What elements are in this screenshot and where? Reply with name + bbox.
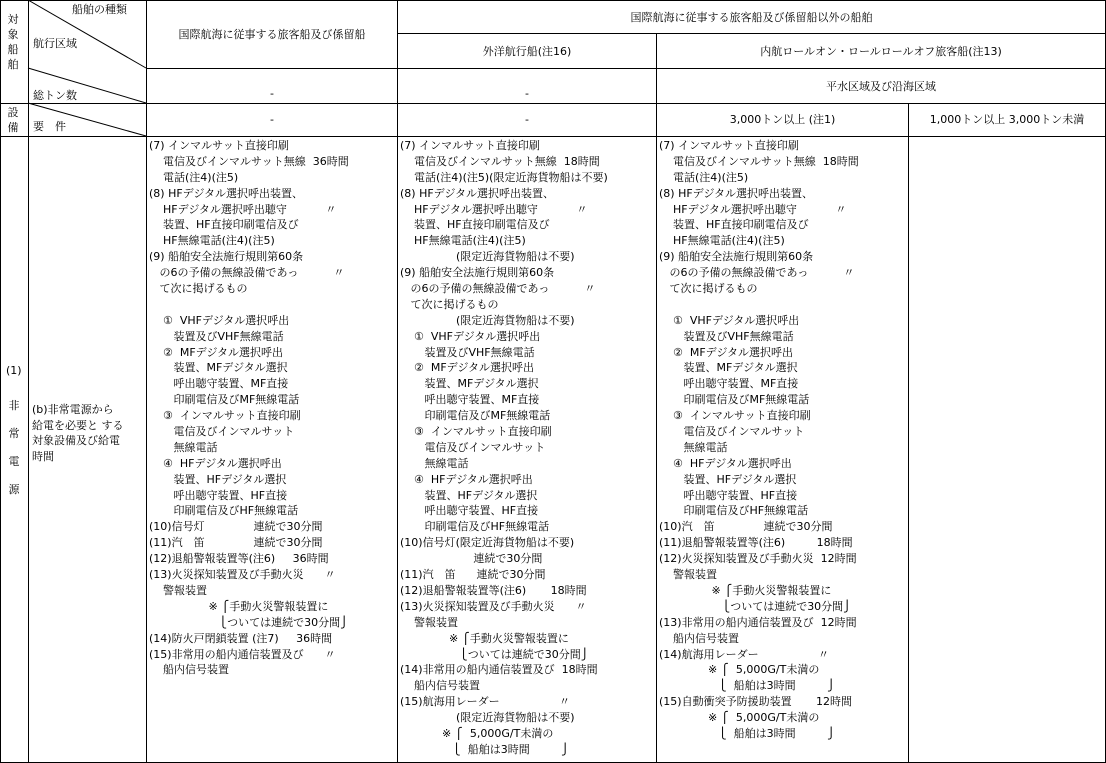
col3-line (659, 297, 859, 313)
col1-line: (13)火災探知装置及び手動火災 〃 (149, 568, 336, 582)
row-category: (b)非常電源から 給電を必要と する 対象設備及び給電 時間 (32, 403, 124, 463)
col2-gross-tonnage: - (525, 87, 529, 100)
col2-line: 無線電話 (400, 456, 469, 470)
col1-line: ※ ⎧手動火災警報装置に (149, 599, 329, 613)
col2-line: 警報装置 (400, 615, 458, 629)
col1-line: 電信及びインマルサット無線 36時間 (149, 154, 349, 168)
col1-gross-tonnage: - (270, 87, 274, 100)
col3-line: (8) HFデジタル選択呼出装置、 (659, 186, 814, 200)
col2-line: (7) インマルサット直接印刷 (400, 139, 540, 152)
col1-line: ③ インマルサット直接印刷 (149, 409, 301, 423)
col2-line: (12)退船警報装置等(注6) 18時間 (400, 583, 587, 597)
col1-line: ② MFデジタル選択呼出 (149, 345, 283, 359)
col1-line: ① VHFデジタル選択呼出 (149, 313, 290, 327)
col1-line: 船内信号装置 (149, 663, 229, 677)
col2-line: ① VHFデジタル選択呼出 (400, 329, 541, 343)
col2-line: HFデジタル選択呼出聴守 〃 (400, 202, 588, 216)
col2-line: (14)非常用の船内通信装置及び 18時間 (400, 663, 598, 677)
col2-line: の6の予備の無線設備であっ 〃 (400, 282, 596, 296)
col1-line: (11)汽 笛 連続で30分間 (149, 536, 323, 550)
label-navigation-area: 航行区域 (33, 37, 77, 50)
col1-line: (7) インマルサット直接印刷 (149, 139, 289, 152)
col1-line: 印刷電信及びMF無線電話 (149, 393, 300, 407)
side-label-target-ship: 対象船舶 (7, 13, 19, 71)
col-group-header: 国際航海に従事する旅客船及び係留船以外の船舶 (630, 11, 873, 24)
col3-header: 内航ロールオン・ロールロールオフ旅客船(注13) (760, 45, 1002, 58)
col1-line: ⎩ついては連続で30分間⎭ (149, 615, 349, 629)
col2-line: 連続で30分間 (400, 552, 543, 566)
col1-line: 装置、MFデジタル選択 (149, 361, 288, 375)
col3-line: 電信及びインマルサット (659, 425, 805, 439)
col2-line: (8) HFデジタル選択呼出装置、 (400, 186, 555, 200)
col2-line: 呼出聴守装置、HF直接 (400, 504, 539, 518)
col3-line: 呼出聴守装置、MF直接 (659, 377, 799, 391)
col2-line: HF無線電話(注4)(注5) (400, 234, 526, 248)
col3b-gross-tonnage: 1,000トン以上 3,000トン未満 (929, 113, 1085, 126)
col1-line: 装置、HF直接印刷電信及び (149, 218, 299, 232)
col3-line: ② MFデジタル選択呼出 (659, 345, 793, 359)
col3-line: (9) 船舶安全法施行規則第60条 (659, 250, 814, 264)
col2-line: (9) 船舶安全法施行規則第60条 (400, 266, 555, 280)
col1-line: HFデジタル選択呼出聴守 〃 (149, 202, 337, 216)
col3-line: ① VHFデジタル選択呼出 (659, 313, 800, 327)
col1-line: 無線電話 (149, 440, 218, 454)
col2-line: 装置及びVHF無線電話 (400, 345, 535, 359)
col2-line: ④ HFデジタル選択呼出 (400, 472, 533, 486)
col2-line: ※ ⎧手動火災警報装置に (400, 631, 569, 645)
col2-header: 外洋航行船(注16) (482, 45, 572, 58)
col2-line: ⎩ 船舶は3時間 ⎭ (400, 742, 570, 756)
col2-line: (限定近海貨物船は不要) (400, 250, 575, 264)
col2-line: ※ ⎧ 5,000G/T未満の (400, 726, 554, 740)
col3-line: (13)非常用の船内通信装置及び 12時間 (659, 615, 857, 629)
col3-line: ⎩ついては連続で30分間⎭ (659, 599, 852, 613)
col1-requirement: - (270, 113, 274, 126)
col1-line (149, 297, 349, 313)
col3-line: 船内信号装置 (659, 631, 739, 645)
col3-line: HF無線電話(注4)(注5) (659, 234, 785, 248)
col3-line: 装置、HF直接印刷電信及び (659, 218, 809, 232)
col1-line: 装置及びVHF無線電話 (149, 329, 284, 343)
col3-line: (10)汽 笛 連続で30分間 (659, 520, 833, 534)
col3-line: て次に掲げるもの (659, 282, 758, 296)
col3-body (659, 138, 859, 742)
col2-line: 電話(注4)(注5)(限定近海貨物船は不要) (400, 170, 608, 184)
col3-line: 印刷電信及びHF無線電話 (659, 504, 809, 518)
col1-line: 警報装置 (149, 583, 207, 597)
col2-line: (限定近海貨物船は不要) (400, 313, 575, 327)
col1-line: 電信及びインマルサット (149, 425, 295, 439)
col3a-gross-tonnage: 3,000トン以上 (注1) (729, 113, 836, 126)
col3-line: ※ ⎧手動火災警報装置に (659, 583, 832, 597)
col3-line: 装置及びVHF無線電話 (659, 329, 794, 343)
col2-line: 装置、HF直接印刷電信及び (400, 218, 550, 232)
col2-line: 印刷電信及びMF無線電話 (400, 409, 551, 423)
col2-line: 呼出聴守装置、MF直接 (400, 393, 540, 407)
col2-line: 装置、MFデジタル選択 (400, 377, 539, 391)
col3-line: 無線電話 (659, 440, 728, 454)
col1-line: ④ HFデジタル選択呼出 (149, 456, 282, 470)
col2-line: 電信及びインマルサット (400, 440, 546, 454)
col1-line: 印刷電信及びHF無線電話 (149, 504, 299, 518)
col2-line: (限定近海貨物船は不要) (400, 711, 575, 725)
col3-line: 装置、MFデジタル選択 (659, 361, 798, 375)
col3-line: の6の予備の無線設備であっ 〃 (659, 266, 855, 280)
row-number: (1) (6, 364, 22, 377)
col3-line: 電信及びインマルサット無線 18時間 (659, 154, 859, 168)
col1-header: 国際航海に従事する旅客船及び係留船 (178, 28, 366, 41)
col1-line: (14)防火戸閉鎖装置 (注7) 36時間 (149, 631, 333, 645)
col2-line: ③ インマルサット直接印刷 (400, 425, 552, 439)
col3-line: (15)自動衝突予防援助装置 12時間 (659, 695, 853, 709)
col1-line: 装置、HFデジタル選択 (149, 472, 287, 486)
col1-line: の6の予備の無線設備であっ 〃 (149, 266, 345, 280)
col3-line: HFデジタル選択呼出聴守 〃 (659, 202, 847, 216)
col3-line: (14)航海用レーダー 〃 (659, 647, 830, 661)
col3-line: ※ ⎧ 5,000G/T未満の (659, 711, 820, 725)
col2-body (400, 138, 608, 758)
col3-line: (12)火災探知装置及び手動火災 12時間 (659, 552, 857, 566)
col2-line: (13)火災探知装置及び手動火災 〃 (400, 599, 587, 613)
col3-line: 装置、HFデジタル選択 (659, 472, 797, 486)
col3-line: (11)退船警報装置等(注6) 18時間 (659, 536, 853, 550)
col2-line: (10)信号灯(限定近海貨物船は不要) (400, 536, 575, 550)
col2-line: 電信及びインマルサット無線 18時間 (400, 154, 600, 168)
col1-line: (8) HFデジタル選択呼出装置、 (149, 186, 304, 200)
col1-line: (10)信号灯 連続で30分間 (149, 520, 323, 534)
col3-line: ④ HFデジタル選択呼出 (659, 456, 792, 470)
col1-line: て次に掲げるもの (149, 282, 248, 296)
col1-line: 呼出聴守装置、MF直接 (149, 377, 289, 391)
col2-requirement: - (525, 113, 529, 126)
col3-line: 電話(注4)(注5) (659, 170, 749, 184)
col2-line: ② MFデジタル選択呼出 (400, 361, 534, 375)
col2-line: て次に掲げるもの (400, 297, 499, 311)
col3-line: ⎩ 船舶は3時間 ⎭ (659, 726, 836, 740)
col3-area: 平水区域及び沿海区域 (826, 80, 936, 93)
col2-line: 印刷電信及びHF無線電話 (400, 520, 550, 534)
col3-line: ⎩ 船舶は3時間 ⎭ (659, 679, 836, 693)
col2-line: 装置、HFデジタル選択 (400, 488, 538, 502)
label-gross-tonnage: 総トン数 (33, 89, 77, 102)
col3-line: ※ ⎧ 5,000G/T未満の (659, 663, 820, 677)
col1-line: (9) 船舶安全法施行規則第60条 (149, 250, 304, 264)
label-ship-type: 船舶の種類 (72, 3, 127, 16)
col2-line: (15)航海用レーダー 〃 (400, 695, 571, 709)
row-vertical-label: 非 常 電 源 (8, 399, 20, 496)
col3-line: 印刷電信及びMF無線電話 (659, 393, 810, 407)
col2-line: 船内信号装置 (400, 679, 480, 693)
col2-line: (11)汽 笛 連続で30分間 (400, 568, 546, 582)
col3-line: 警報装置 (659, 568, 717, 582)
side-label-equipment: 設備 (7, 106, 19, 134)
col1-line: 呼出聴守装置、HF直接 (149, 488, 288, 502)
col1-body (149, 138, 349, 678)
col1-line: HF無線電話(注4)(注5) (149, 234, 275, 248)
col1-line: (12)退船警報装置等(注6) 36時間 (149, 552, 329, 566)
label-requirements: 要 件 (33, 120, 66, 133)
col3-line: ③ インマルサット直接印刷 (659, 409, 811, 423)
col1-line: 電話(注4)(注5) (149, 170, 239, 184)
col3-line: (7) インマルサット直接印刷 (659, 139, 799, 152)
col3-line: 呼出聴守装置、HF直接 (659, 488, 798, 502)
col2-line: ⎩ついては連続で30分間⎭ (400, 647, 589, 661)
col1-line: (15)非常用の船内通信装置及び 〃 (149, 647, 336, 661)
